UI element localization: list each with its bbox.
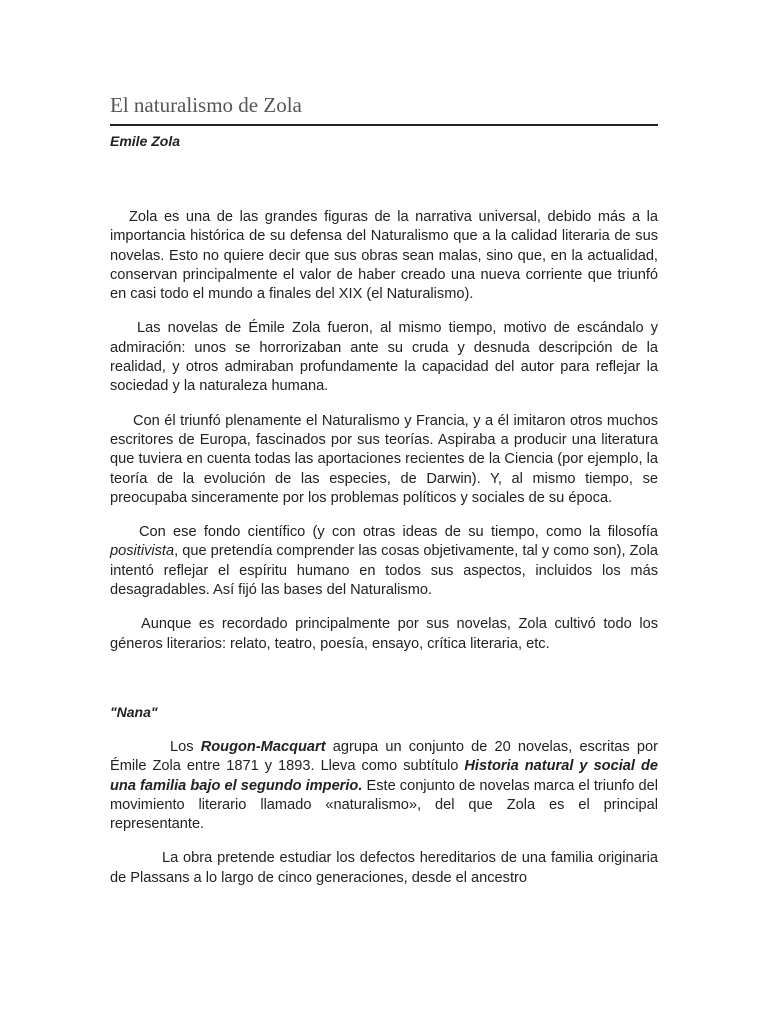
paragraph-5: Aunque es recordado principalmente por sus novelas, Zola cultivó todo los géneros literarios: relato, teatro, poesía, ensayo, crítica literaria, etc. <box>110 616 658 652</box>
section-title-nana: "Nana" <box>110 703 158 720</box>
paragraph-1: Zola es una de las grandes figuras de la narrativa universal, debido más a la importancia histórica de su defensa del Naturalismo que a la calidad literaria de sus novelas. Esto no quiere decir que sus obras sean malas, sino que, en la actualidad, conservan principalmente el valor de haber creado una nueva corriente que triunfó en casi todo el mundo a finales del XIX (el Naturalismo). <box>110 209 658 303</box>
paragraph-6-text-c: agrupa un conjunto de 20 novelas, escritas por Émile Zola entre 1871 y 1893. Lleva como subtítulo <box>110 738 658 775</box>
paragraph-6-text-e: Este conjunto de novelas marca el triunfo del movimiento literario llamado «naturalismo», del que Zola es el principal representante. <box>110 777 658 833</box>
paragraph-4-italic-term: positivista <box>110 543 175 560</box>
paragraph-6-series-name: Rougon-Macquart <box>200 738 326 755</box>
document-author: Emile Zola <box>110 133 181 149</box>
paragraph-6 <box>110 738 658 834</box>
paragraph-2: Las novelas de Émile Zola fueron, al mismo tiempo, motivo de escándalo y admiración: unos se horrorizaban ante su cruda y desnuda descripción de la realidad, y otros admiraban profundamente la capacidad del autor para reflejar la sociedad y la naturaleza humana. <box>110 320 658 395</box>
paragraph-7: La obra pretende estudiar los defectos hereditarios de una familia originaria de Plassans a lo largo de cinco generaciones, desde el ancestro <box>110 850 658 886</box>
paragraph-4-text-c: , que pretendía comprender las cosas objetivamente, tal y como son), Zola intentó reflejar el espíritu humano en todos sus aspectos, incluidos los más desagradables. Así fijó las bases del Naturalismo. <box>110 543 658 599</box>
paragraph-3: Con él triunfó plenamente el Naturalismo y Francia, y a él imitaron otros muchos escritores de Europa, fascinados por sus teorías. Aspiraba a producir una literatura que tuviera en cuenta todas las aportaciones recientes de la Ciencia (por ejemplo, la teoría de la evolución de las especies, de Darwin). Y, al mismo tiempo, se preocupaba sinceramente por los problemas políticos y sociales de su época. <box>110 412 658 506</box>
document-page <box>110 92 658 888</box>
paragraph-6-text-a: Los <box>170 738 201 755</box>
paragraph-6-subtitle: Historia natural y social de una familia bajo el segundo imperio. <box>110 758 658 794</box>
paragraph-4 <box>110 523 658 600</box>
document-title: El naturalismo de Zola <box>110 92 658 126</box>
paragraph-4-text-a: Con ese fondo científico (y con otras ideas de su tiempo, como la filosofía <box>139 524 658 541</box>
